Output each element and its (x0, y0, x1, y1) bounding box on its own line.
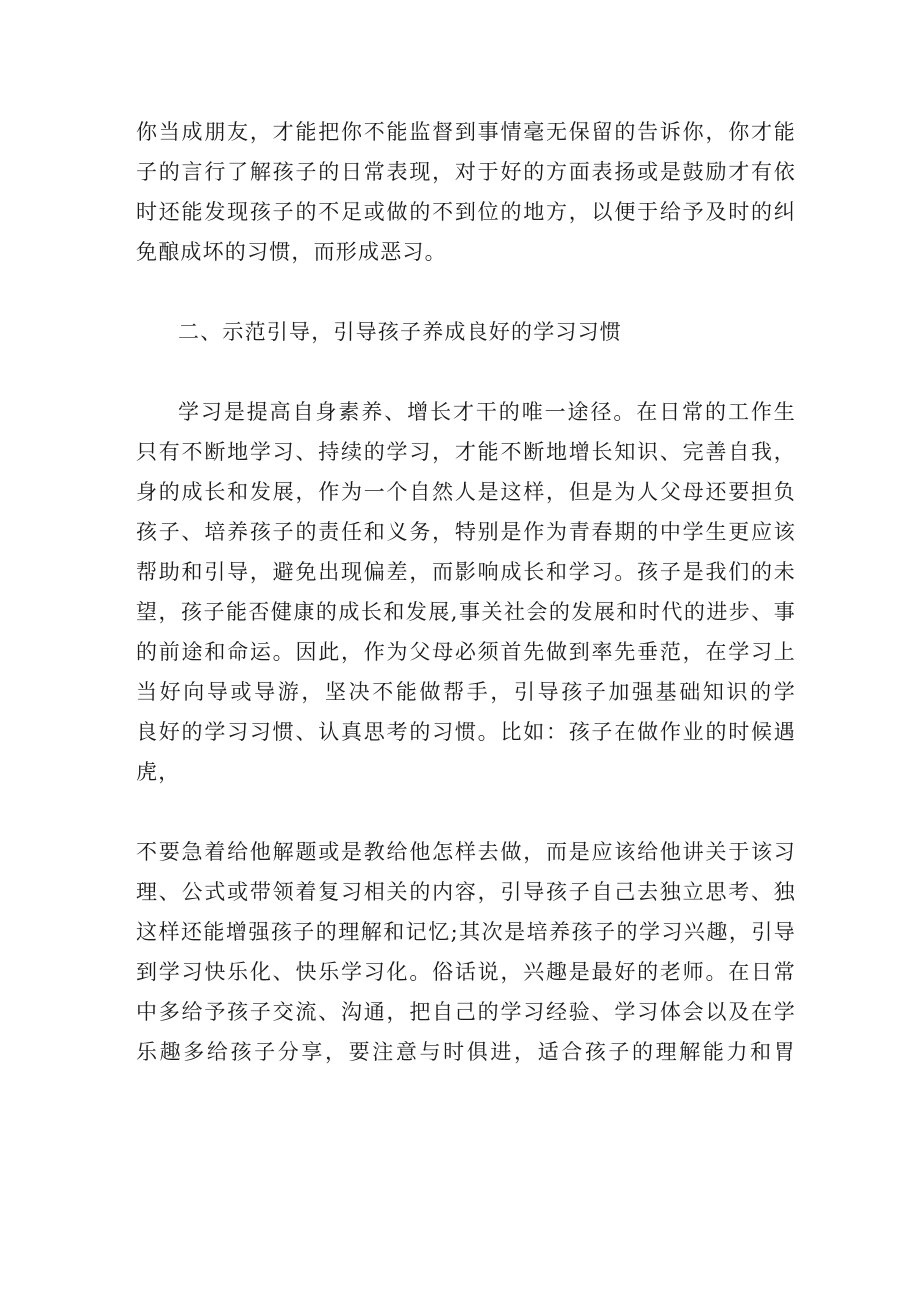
paragraph-line: 到学习快乐化、快乐学习化。俗话说，兴趣是最好的老师。在日常 (136, 960, 796, 984)
paragraph-line: 的前途和命运。因此，作为父母必须首先做到率先垂范，在学习上 (136, 640, 796, 664)
paragraph-line: 理、公式或带领着复习相关的内容，引导孩子自己去独立思考、独 (136, 880, 796, 904)
paragraph-line: 这样还能增强孩子的理解和记忆;其次是培养孩子的学习兴趣，引导 (136, 920, 796, 944)
paragraph-line: 中多给予孩子交流、沟通，把自己的学习经验、学习体会以及在学 (136, 1000, 796, 1024)
paragraph-1 (136, 112, 796, 272)
paragraph-line: 时还能发现孩子的不足或做的不到位的地方，以便于给予及时的纠 (136, 200, 796, 224)
paragraph-2 (136, 392, 796, 792)
section-heading (136, 312, 796, 352)
paragraph-line: 帮助和引导，避免出现偏差，而影响成长和学习。孩子是我们的未 (136, 560, 796, 584)
paragraph-line: 不要急着给他解题或是教给他怎样去做，而是应该给他讲关于该习 (136, 840, 796, 864)
document-page (136, 112, 796, 1072)
paragraph-line: 你当成朋友，才能把你不能监督到事情毫无保留的告诉你，你才能 (136, 120, 796, 144)
paragraph-3 (136, 832, 796, 1072)
paragraph-line: 良好的学习习惯、认真思考的习惯。比如：孩子在做作业的时候遇 (136, 720, 796, 744)
paragraph-line: 身的成长和发展，作为一个自然人是这样，但是为人父母还要担负 (136, 480, 796, 504)
paragraph-line: 学习是提高自身素养、增长才干的唯一途径。在日常的工作生 (178, 400, 796, 424)
heading-line: 二、示范引导，引导孩子养成良好的学习习惯 (178, 320, 622, 344)
paragraph-line: 当好向导或导游，坚决不能做帮手，引导孩子加强基础知识的学 (136, 680, 796, 704)
paragraph-line: 望，孩子能否健康的成长和发展,事关社会的发展和时代的进步、事 (136, 600, 796, 624)
paragraph-line: 乐趣多给孩子分享，要注意与时俱进，适合孩子的理解能力和胃 (136, 1040, 796, 1064)
paragraph-line: 免酿成坏的习惯，而形成恶习。 (136, 240, 447, 264)
paragraph-line: 孩子、培养孩子的责任和义务，特别是作为青春期的中学生更应该 (136, 520, 796, 544)
paragraph-line: 只有不断地学习、持续的学习，才能不断地增长知识、完善自我， (136, 440, 796, 464)
paragraph-line: 虎， (136, 760, 181, 784)
paragraph-line: 子的言行了解孩子的日常表现，对于好的方面表扬或是鼓励才有依 (136, 160, 796, 184)
